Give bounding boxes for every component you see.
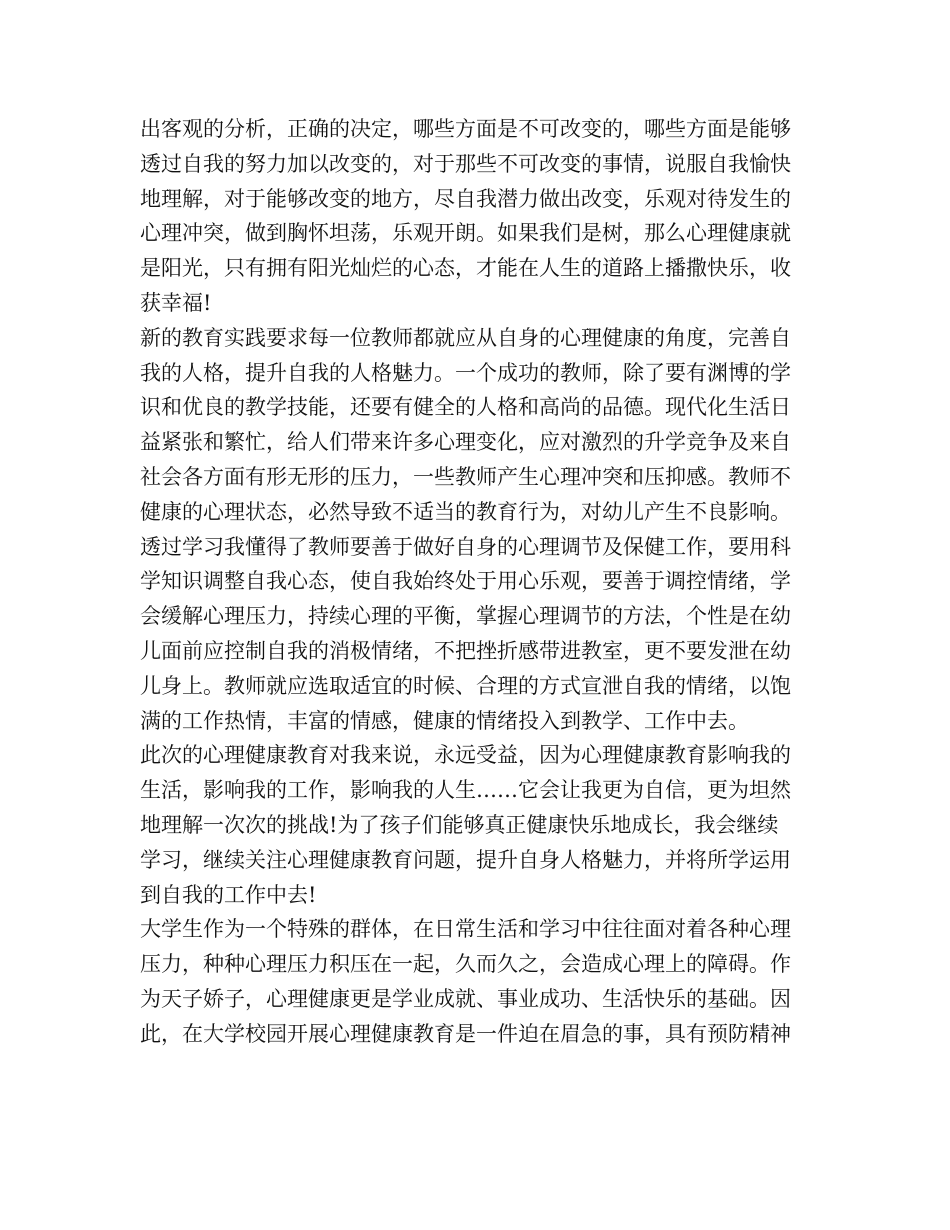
text-line: 满的工作热情，丰富的情感，健康的情绪投入到教学、工作中去。 bbox=[140, 708, 749, 733]
text-line: 透过学习我懂得了教师要善于做好自身的心理调节及保健工作，要用科 bbox=[140, 534, 791, 559]
text-line: 地理解一次次的挑战!为了孩子们能够真正健康快乐地成长，我会继续 bbox=[140, 812, 779, 837]
text-line: 心理冲突，做到胸怀坦荡，乐观开朗。如果我们是树，那么心理健康就 bbox=[140, 221, 791, 246]
text-line: 生活，影响我的工作，影响我的人生……它会让我更为自信，更为坦然 bbox=[140, 778, 791, 803]
text-line: 我的人格，提升自我的人格魅力。一个成功的教师，除了要有渊博的学 bbox=[140, 360, 791, 385]
text-line: 新的教育实践要求每一位教师都就应从自身的心理健康的角度，完善自 bbox=[140, 325, 791, 350]
text-line: 地理解，对于能够改变的地方，尽自我潜力做出改变，乐观对待发生的 bbox=[140, 186, 791, 211]
text-line: 大学生作为一个特殊的群体，在日常生活和学习中往往面对着各种心理 bbox=[140, 917, 791, 942]
text-line: 为天子娇子，心理健康更是学业成就、事业成功、生活快乐的基础。因 bbox=[140, 986, 791, 1011]
text-line: 此次的心理健康教育对我来说，永远受益，因为心理健康教育影响我的 bbox=[140, 743, 791, 768]
text-line: 会缓解心理压力，持续心理的平衡，掌握心理调节的方法，个性是在幼 bbox=[140, 604, 791, 629]
text-line: 识和优良的教学技能，还要有健全的人格和高尚的品德。现代化生活日 bbox=[140, 395, 791, 420]
body-text bbox=[140, 112, 820, 1052]
text-line: 获幸福! bbox=[140, 290, 212, 315]
text-line: 学知识调整自我心态，使自我始终处于用心乐观，要善于调控情绪，学 bbox=[140, 569, 791, 594]
text-line: 儿面前应控制自我的消极情绪，不把挫折感带进教室，更不要发泄在幼 bbox=[140, 638, 791, 663]
text-line: 此，在大学校园开展心理健康教育是一件迫在眉急的事，具有预防精神 bbox=[140, 1021, 791, 1046]
text-line: 益紧张和繁忙，给人们带来许多心理变化，应对激烈的升学竞争及来自 bbox=[140, 430, 791, 455]
text-line: 健康的心理状态，必然导致不适当的教育行为，对幼儿产生不良影响。 bbox=[140, 499, 791, 524]
text-line: 儿身上。教师就应选取适宜的时候、合理的方式宣泄自我的情绪，以饱 bbox=[140, 673, 791, 698]
text-line: 出客观的分析，正确的决定，哪些方面是不可改变的，哪些方面是能够 bbox=[140, 117, 791, 141]
text-line: 社会各方面有形无形的压力，一些教师产生心理冲突和压抑感。教师不 bbox=[140, 464, 791, 489]
text-line: 到自我的工作中去! bbox=[140, 882, 317, 907]
text-line: 学习，继续关注心理健康教育问题，提升自身人格魅力，并将所学运用 bbox=[140, 847, 791, 872]
text-line: 压力，种种心理压力积压在一起，久而久之，会造成心理上的障碍。作 bbox=[140, 952, 791, 977]
text-line: 透过自我的努力加以改变的，对于那些不可改变的事情，说服自我愉快 bbox=[140, 151, 791, 176]
text-line: 是阳光，只有拥有阳光灿烂的心态，才能在人生的道路上播撒快乐，收 bbox=[140, 256, 791, 281]
